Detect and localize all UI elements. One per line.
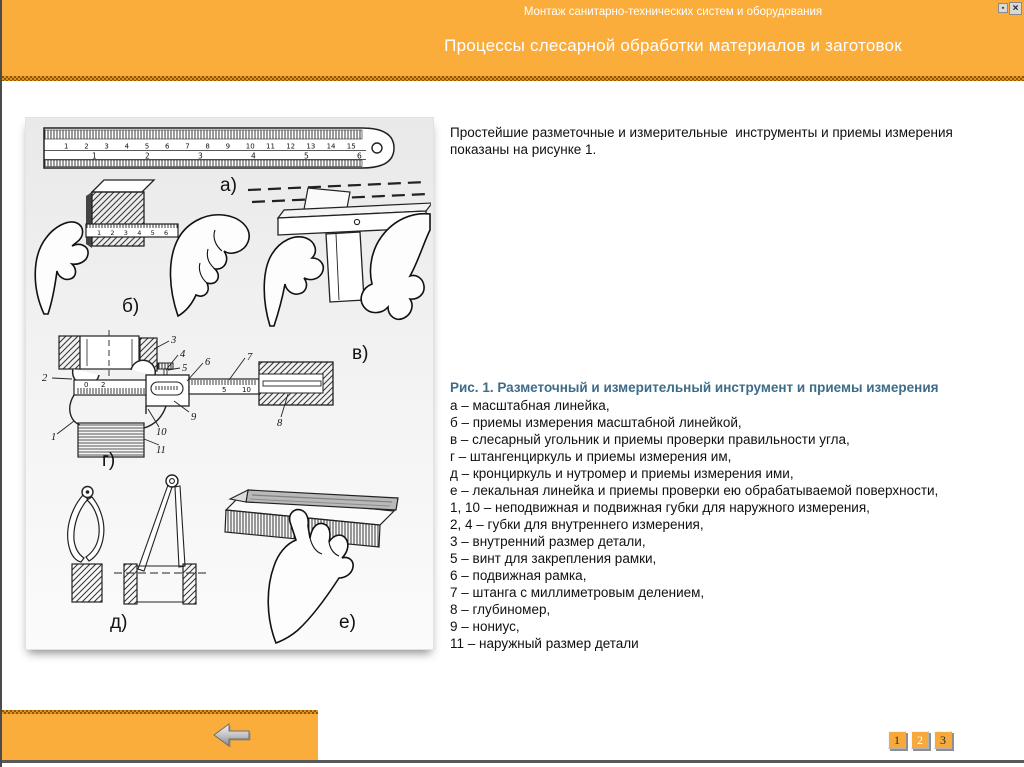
figure-caption-title: Рис. 1. Разметочный и измерительный инструмент и приемы измерения [450,380,939,395]
caption-line: а – масштабная линейка, [450,398,610,413]
part-label-10: 10 [156,427,167,438]
svg-text:1: 1 [64,142,69,151]
svg-text:6: 6 [357,151,362,161]
part-label-4: 4 [180,349,186,360]
svg-text:3: 3 [104,142,109,151]
block-measuring-drawing [35,180,249,316]
svg-text:5: 5 [304,151,309,161]
page-button-2[interactable]: 2 [911,731,929,749]
svg-text:4: 4 [251,151,256,161]
svg-text:11: 11 [266,142,275,151]
square-check-drawing [248,182,431,326]
page-title: Процессы слесарной обработки материалов и заготовок [444,36,902,55]
caption-line: в – слесарный угольник и приемы проверки правильности угла, [450,432,850,447]
caption-line: 2, 4 – губки для внутреннего измерения, [450,517,704,532]
svg-text:2: 2 [110,229,115,237]
part-label-6: 6 [205,357,211,368]
intro-paragraph: Простейшие разметочные и измерительные инструменты и приемы измерения показаны на рисунке 1. [450,125,957,157]
caption-line: 7 – штанга с миллиметровым делением, [450,585,705,600]
part-label-9: 9 [191,412,197,423]
caption-line: д – кронциркуль и нутромер и приемы измерения ими, [450,466,794,481]
ruler-top-numbers [64,143,356,151]
svg-text:8: 8 [205,142,210,151]
caption-line: е – лекальная линейка и приемы проверки ею обрабатываемой поверхности, [450,483,939,498]
caption-line: 1, 10 – неподвижная и подвижная губки для наружного измерения, [450,500,870,515]
svg-text:5: 5 [144,142,150,151]
svg-text:15: 15 [346,142,356,151]
caption-line: 6 – подвижная рамка, [450,568,587,583]
part-label-2: 2 [42,373,48,384]
figure-label-v: в) [352,343,369,364]
figure-label-g: г) [102,450,116,471]
svg-text:6: 6 [164,229,169,237]
figure-label-d: д) [110,612,128,633]
svg-text:6: 6 [165,142,170,151]
caption-line: г – штангенциркуль и приемы измерения им, [450,449,732,464]
figure-1-illustration [25,117,434,650]
svg-text:13: 13 [306,142,316,151]
svg-text:1: 1 [97,229,102,237]
figure-caption [450,379,1015,652]
calipers-drawing [68,475,208,604]
svg-text:2: 2 [145,151,150,161]
caption-line: 3 – внутренний размер детали, [450,534,646,549]
caption-line: 8 – глубиномер, [450,602,551,617]
part-label-11: 11 [156,445,166,456]
page-button-1[interactable]: 1 [888,731,906,749]
figure-label-e: е) [339,612,356,633]
back-arrow-icon [210,720,252,750]
svg-text:3: 3 [198,151,203,161]
svg-text:4: 4 [124,142,130,151]
ruler-drawing [44,128,394,168]
part-label-1: 1 [51,432,57,443]
svg-text:14: 14 [326,142,336,151]
svg-text:2: 2 [101,381,106,389]
part-label-5: 5 [182,363,188,374]
left-border [0,0,2,767]
bottom-border [0,760,1024,763]
caption-line: 5 – винт для закрепления рамки, [450,551,657,566]
svg-text:3: 3 [123,229,128,237]
page-button-3[interactable]: 3 [934,731,952,749]
part-label-8: 8 [277,418,283,429]
pager [888,731,952,749]
caption-line: 11 – наружный размер детали [450,636,639,651]
caption-line: 9 – нониус, [450,619,520,634]
figure-drawing [26,118,431,647]
svg-text:10: 10 [245,142,255,151]
svg-text:2: 2 [84,142,89,151]
svg-text:10: 10 [242,386,251,394]
svg-text:1: 1 [92,151,97,161]
header-divider [0,76,1024,81]
minimize-icon[interactable]: ▪ [998,3,1008,13]
figure-label-b: б) [122,296,140,317]
straightedge-drawing [225,490,398,643]
footer-bar [0,714,318,763]
figure-label-a: а) [220,175,237,196]
caliper-drawing [42,330,333,457]
svg-text:12: 12 [286,142,296,151]
svg-text:5: 5 [150,229,155,237]
figure-caption-lines [450,397,1015,652]
back-button[interactable] [210,720,252,750]
part-label-7: 7 [247,352,253,363]
svg-text:5: 5 [222,386,227,394]
close-icon[interactable]: × [1009,2,1022,15]
header-bar [0,0,1024,76]
caption-line: б – приемы измерения масштабной линейкой, [450,415,742,430]
svg-text:4: 4 [137,229,142,237]
part-label-3: 3 [171,335,177,346]
svg-text:0: 0 [84,381,89,389]
svg-text:9: 9 [225,142,231,151]
svg-text:7: 7 [185,142,190,151]
course-title: Монтаж санитарно-технических систем и оборудования [523,6,823,18]
